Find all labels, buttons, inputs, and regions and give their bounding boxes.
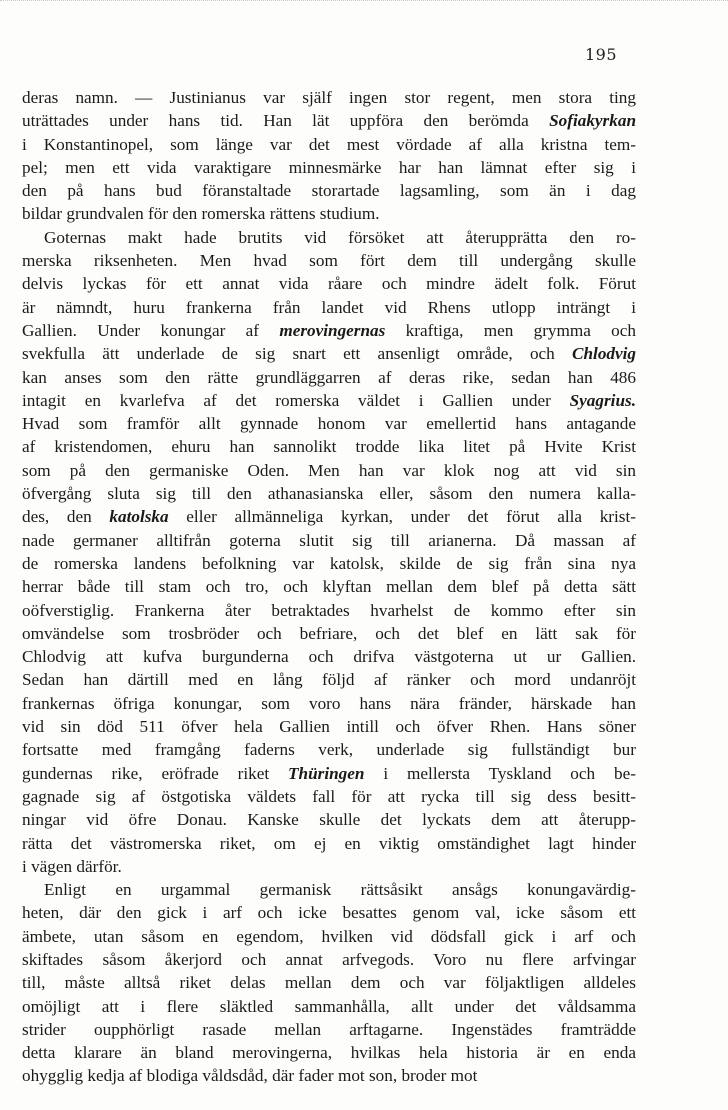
- text-line: [22, 505, 636, 528]
- emphasized-term: Syagrius.: [569, 390, 636, 410]
- emphasized-term: Thüringen: [288, 763, 365, 783]
- text-line: [22, 995, 636, 1018]
- text-line: [22, 645, 636, 668]
- text-segment: rätta det västromerska riket, om ej en viktig omständighet lagt hinder: [22, 833, 636, 853]
- paragraph: [22, 86, 636, 226]
- text-segment: strider oupphörligt rasade mellan arftagarne. Ingenstädes framträdde: [22, 1019, 636, 1039]
- text-line: [22, 435, 636, 458]
- text-line: [22, 133, 636, 156]
- text-segment: merska riksenheten. Men hvad som fört dem till undergång skulle: [22, 251, 636, 271]
- text-line: [22, 156, 636, 179]
- text-line: [22, 971, 636, 994]
- text-segment: fortsatte med framgång faderns verk, underlade sig fullständigt bur: [22, 740, 636, 760]
- text-segment: öfvergång sluta sig till den athanasianska eller, såsom den numera kalla-: [22, 484, 636, 504]
- text-line: [22, 948, 636, 971]
- text-line: [22, 272, 636, 295]
- text-line: [22, 1018, 636, 1041]
- text-segment: Hvad som framför allt gynnade honom var emellertid hans antagande: [22, 414, 636, 434]
- text-line: [22, 901, 636, 924]
- text-segment: i Konstantinopel, som länge var det mest vördade af alla kristna tem-: [22, 134, 636, 154]
- text-segment: Chlodvig att kufva burgunderna och drifva västgoterna ut ur Gallien.: [22, 647, 636, 667]
- text-line: [22, 1064, 636, 1087]
- text-segment: pel; men ett vida varaktigare minnesmärke har han lämnat efter sig i: [22, 157, 636, 177]
- text-line: [22, 832, 636, 855]
- page-top-edge: [0, 0, 728, 1]
- text-segment: den på hans bud föranstaltade storartade lagsamling, som än i dag: [22, 181, 636, 201]
- text-segment: Enligt en urgammal germanisk rättsåsikt ansågs konungavärdig-: [44, 880, 636, 900]
- text-segment: Gallien. Under konungar af: [22, 320, 280, 340]
- text-line: [22, 668, 636, 691]
- text-line: [22, 226, 636, 249]
- text-line: [22, 762, 636, 785]
- emphasized-term: Chlodvig: [572, 344, 636, 364]
- text-segment: som på den germaniske Oden. Men han var klok nog att vid sin: [22, 460, 636, 480]
- text-line: [22, 296, 636, 319]
- text-line: [22, 366, 636, 389]
- text-line: [22, 785, 636, 808]
- text-line: [22, 389, 636, 412]
- emphasized-term: Sofiakyrkan: [549, 111, 636, 131]
- text-line: [22, 575, 636, 598]
- page-number: 195: [585, 45, 618, 64]
- body-text: [22, 86, 636, 1088]
- text-segment: herrar både till stam och tro, och klyftan mellan dem blef på detta sätt: [22, 577, 636, 597]
- text-segment: bildar grundvalen för den romerska rättens studium.: [22, 204, 380, 224]
- text-segment: ämbete, utan såsom en egendom, hvilken vid dödsfall gick i arf och: [22, 926, 636, 946]
- text-segment: detta klarare än bland merovingerna, hvilkas hela historia är en enda: [22, 1043, 636, 1063]
- text-line: [22, 459, 636, 482]
- text-line: [22, 622, 636, 645]
- text-segment: i vägen därför.: [22, 856, 122, 876]
- text-segment: delvis lyckas för ett annat vida råare och mindre ädelt folk. Förut: [22, 274, 636, 294]
- text-line: [22, 808, 636, 831]
- text-segment: vid sin död 511 öfver hela Gallien intill och öfver Rhen. Hans söner: [22, 717, 636, 737]
- text-segment: deras namn. — Justinianus var själf ingen stor regent, men stora ting: [22, 88, 636, 107]
- text-segment: heten, där den gick i arf och icke besattes genom val, icke såsom ett: [22, 903, 636, 923]
- text-segment: i mellersta Tyskland och be-: [364, 763, 636, 783]
- text-line: [22, 412, 636, 435]
- paragraph: [22, 878, 636, 1088]
- text-line: [22, 692, 636, 715]
- text-segment: nade germaner alltifrån goterna slutit sig till arianerna. Då massan af: [22, 530, 636, 550]
- text-line: [22, 202, 636, 225]
- text-line: [22, 855, 636, 878]
- text-line: [22, 319, 636, 342]
- text-line: [22, 109, 636, 132]
- text-line: [22, 86, 636, 109]
- text-segment: eller allmänneliga kyrkan, under det förut alla krist-: [168, 507, 636, 527]
- text-segment: skiftades såsom åkerjord och annat arfvegods. Voro nu flere arfvingar: [22, 949, 636, 969]
- text-segment: af kristendomen, ehuru han sannolikt trodde lika litet på Hvite Krist: [22, 437, 636, 457]
- text-segment: gundernas rike, eröfrade riket: [22, 763, 289, 783]
- text-line: [22, 482, 636, 505]
- text-segment: svekfulla ätt underlade de sig snart ett ansenligt område, och: [22, 344, 573, 364]
- text-line: [22, 249, 636, 272]
- emphasized-term: merovingernas: [279, 320, 386, 340]
- text-line: [22, 529, 636, 552]
- text-segment: Goternas makt hade brutits vid försöket att återupprätta den ro-: [44, 227, 636, 247]
- text-segment: des, den: [22, 507, 110, 527]
- text-line: [22, 1041, 636, 1064]
- text-segment: är nämndt, huru frankerna från landet vid Rhens utlopp inträngt i: [22, 297, 636, 317]
- text-line: [22, 878, 636, 901]
- text-segment: kraftiga, men grymma och: [385, 320, 636, 340]
- text-segment: ohygglig kedja af blodiga våldsdåd, där fader mot son, broder mot: [22, 1066, 478, 1086]
- text-segment: omvändelse som trosbröder och befriare, och det blef en lätt sak för: [22, 623, 636, 643]
- text-segment: omöjligt att i flere släktled sammanhålla, allt under det våldsamma: [22, 996, 636, 1016]
- text-line: [22, 552, 636, 575]
- text-segment: de romerska landens befolkning var katolsk, skilde de sig från sina nya: [22, 553, 636, 573]
- paragraph: [22, 226, 636, 878]
- text-segment: uträttades under hans tid. Han lät uppföra den berömda: [22, 111, 550, 131]
- text-line: [22, 925, 636, 948]
- text-segment: gagnade sig af östgotiska väldets fall för att rycka till sig dess besitt-: [22, 786, 636, 806]
- text-line: [22, 715, 636, 738]
- text-segment: kan anses som den rätte grundläggarren af deras rike, sedan han 486: [22, 367, 636, 387]
- text-segment: ningar vid öfre Donau. Kanske skulle det lyckats dem att återupp-: [22, 810, 636, 830]
- text-segment: frankernas öfriga konungar, som voro hans nära fränder, härskade han: [22, 693, 636, 713]
- text-segment: oöfverstiglig. Frankerna åter betraktades hvarhelst de kommo efter sin: [22, 600, 636, 620]
- text-segment: till, måste alltså riket delas mellan dem och var följaktligen alldeles: [22, 973, 636, 993]
- text-line: [22, 738, 636, 761]
- text-line: [22, 342, 636, 365]
- emphasized-term: katolska: [109, 507, 169, 527]
- text-line: [22, 179, 636, 202]
- text-line: [22, 599, 636, 622]
- text-segment: intagit en kvarlefva af det romerska väldet i Gallien under: [22, 390, 570, 410]
- text-segment: Sedan han därtill med en lång följd af ränker och mord undanröjt: [22, 670, 636, 690]
